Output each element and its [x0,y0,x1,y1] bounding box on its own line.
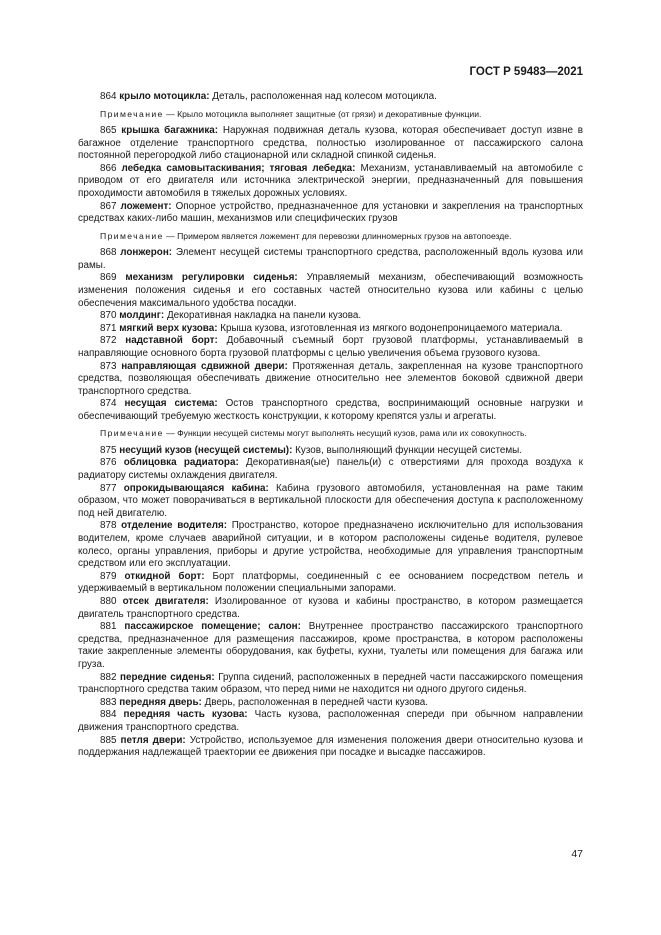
term-definition: Пространство, которое предназначено исключительно для использования водителем, кроме случаев аварийной ситуации, и в котором расположены сиденье водителя, рулевое колесо, органы управления, приборы и другие устройства, необходимые для управления транспортным средством или его эксплуатации. [78,520,584,570]
note-text: — Примером является ложемент для перевозки длинномерных грузов на автопоезде. [166,230,512,241]
term-title: лонжерон: [120,247,173,259]
term-definition: Дверь, расположенная в передней части кузова. [204,696,428,708]
term-number: 876 [100,457,117,469]
term-entry [78,596,583,621]
term-number: 880 [100,596,117,607]
term-number: 865 [100,125,117,136]
term-entry [78,735,583,760]
term-entry [78,335,583,360]
term-definition: Часть кузова, расположенная спереди при обычном направлении движения транспортного средства. [78,709,583,733]
term-entry [78,520,583,570]
term-entry [78,91,583,104]
term-title: мягкий верх кузова: [119,322,218,334]
term-title: крышка багажника: [121,125,219,136]
term-definition: Группа сидений, расположенных в передней части пассажирского помещения транспортного средства таким образом, что перед ними не находится ни одного другого сиденья. [78,671,584,696]
note [78,428,583,439]
term-entry [78,457,583,482]
note [78,109,583,120]
term-number: 873 [100,360,117,372]
term-number: 882 [100,671,117,683]
term-definition: Остов транспортного средства, воспринимающий основные нагрузки и обеспечивающий требуемую жесткость конструкции, к которому крепятся узлы и агрегаты. [78,398,583,422]
term-title: ложемент: [120,200,172,212]
term-title: несущая система: [124,398,218,410]
term-title: откидной борт: [124,570,205,582]
term-entry [78,361,583,399]
term-title: отделение водителя: [121,520,228,532]
term-definition: Внутреннее пространство пассажирского транспортного средства, предназначенное для размещения пассажиров, кроме пространства, в котором расположены такие закрепленные элементы оборудования, как буфеты, кухни, туалеты или помещения для багажа или груза. [78,621,584,670]
term-title: надставной борт: [125,335,218,347]
term-definition: Кузов, выполняющий функции несущей системы. [295,444,522,456]
term-number: 869 [100,272,117,284]
term-number: 867 [100,200,117,212]
term-entry [78,398,583,423]
term-number: 864 [100,91,117,102]
term-entry [78,247,583,272]
term-entry [78,571,583,596]
term-title: несущий кузов (несущей системы): [119,444,293,456]
term-entry [78,621,583,671]
term-number: 872 [100,335,117,347]
term-number: 877 [100,482,117,494]
term-number: 878 [100,520,117,532]
term-title: передняя дверь: [119,696,202,708]
term-number: 884 [100,709,117,721]
term-definition: Опорное устройство, предназначенное для установки и закрепления на транспортных средствах каких-либо машин, механизмов или специфических грузов [78,200,583,225]
term-title: петля двери: [120,734,186,746]
term-number: 866 [100,162,117,174]
term-title: пассажирское помещение; салон: [124,621,301,633]
term-definition: Добавочный съемный борт грузовой платформы, устанавливаемый в направляющие основного борта грузовой платформы с целью увеличения объема грузового кузова. [78,335,583,359]
term-title: механизм регулировки сиденья: [125,272,298,284]
term-number: 868 [100,247,117,259]
terms-list [78,91,583,760]
term-number: 870 [100,310,117,322]
term-title: передняя часть кузова: [123,709,248,721]
term-entry [78,672,583,697]
term-definition: Управляемый механизм, обеспечивающий возможность изменения положения сиденья и его составных частей относительно кузова или кабины с целью обеспечения максимального удобства посадки. [78,272,584,309]
term-definition: Кабина грузового автомобиля, установленная на раме таким образом, что может поворачиваться в вертикальной плоскости для обеспечения доступа к расположенному под ней двигателю. [78,482,584,519]
term-entry [78,323,583,336]
term-definition: Наружная подвижная деталь кузова, которая обеспечивает доступ извне в багажное отделение транспортного средства, полностью изолированное от пассажирского салона постоянной перегородкой либо стационарной или складной спинкой сиденья. [78,125,583,162]
term-number: 883 [100,696,117,708]
term-entry [78,125,583,163]
term-definition: Декоративная(ые) панель(и) с отверстиями для прохода воздуха к радиатору системы охлаждения двигателя. [78,457,583,482]
term-number: 871 [100,322,117,334]
term-entry [78,483,583,521]
term-definition: Элемент несущей системы транспортного средства, расположенный вдоль кузова или рамы. [78,247,584,271]
term-title: передние сиденья: [120,671,215,683]
term-number: 881 [100,621,117,633]
note-label: Примечание [100,428,164,439]
term-number: 879 [100,570,117,582]
term-title: облицовка радиатора: [123,457,239,469]
term-number: 885 [100,734,117,746]
note-label: Примечание [100,230,164,241]
term-definition: Деталь, расположенная над колесом мотоцикла. [212,91,437,102]
term-title: отсек двигателя: [122,596,209,607]
term-definition: Крыша кузова, изготовленная из мягкого водонепроницаемого материала. [220,322,563,334]
term-definition: Борт платформы, соединенный с ее основанием посредством петель и удерживаемый в вертикальном положении специальными запорами. [78,570,584,595]
term-definition: Устройство, используемое для изменения положения двери относительно кузова и поддержания надлежащей траектории ее движения при посадке и высадке пассажиров. [78,734,583,759]
term-number: 875 [100,444,117,456]
term-entry [78,709,583,734]
term-entry [78,697,583,710]
note-text: — Функции несущей системы могут выполнять несущий кузов, рама или их совокупность. [166,428,527,439]
term-entry [78,310,583,323]
note [78,231,583,242]
term-entry [78,201,583,226]
term-definition: Механизм, устанавливаемый на автомобиле с приводом от его двигателя или источника электрической энергии, предназначенный для повышения проходимости автомобиля в тяжелых дорожных условиях. [78,162,583,199]
term-entry [78,272,583,310]
term-definition: Изолированное от кузова и кабины пространство, в котором размещается двигатель транспортного средства. [78,596,583,620]
term-number: 874 [100,398,117,410]
term-title: направляющая сдвижной двери: [121,360,288,372]
standard-header: ГОСТ Р 59483—2021 [469,66,583,78]
term-definition: Протяженная деталь, закрепленная на кузове транспортного средства, позволяющая обеспечивать движение относительно нее элементов боковой сдвижной двери транспортного средства. [78,360,583,397]
term-entry [78,163,583,201]
term-title: опрокидывающаяся кабина: [123,482,269,494]
term-title: лебедка самовытаскивания; тяговая лебедка: [121,162,356,174]
note-label: Примечание [100,108,164,119]
term-title: крыло мотоцикла: [119,91,210,102]
page-number: 47 [571,848,583,860]
note-text: — Крыло мотоцикла выполняет защитные (от грязи) и декоративные функции. [166,108,482,119]
term-definition: Декоративная накладка на панели кузова. [166,310,362,322]
term-title: молдинг: [119,310,165,322]
term-entry [78,445,583,458]
